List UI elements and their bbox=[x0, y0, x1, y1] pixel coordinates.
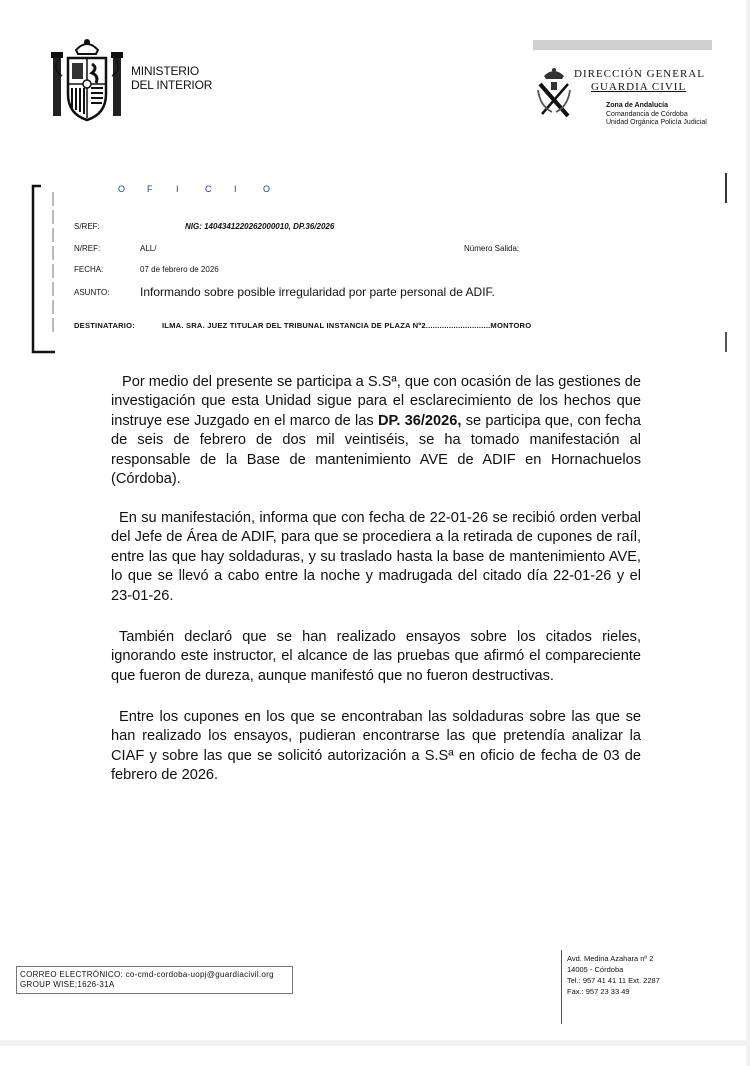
oficio-letter: O bbox=[263, 184, 271, 194]
footer-address bbox=[567, 953, 660, 997]
spain-coat-of-arms-icon bbox=[50, 36, 124, 126]
addr-phone: Tel.: 957 41 41 11 Ext. 2287 bbox=[567, 976, 660, 985]
ministry-name bbox=[131, 64, 212, 92]
sref-value: NIG: 1404341220262000010, DP.36/2026 bbox=[185, 222, 335, 231]
addr-street: Avd. Medina Azahara nº 2 bbox=[567, 954, 654, 963]
body-paragraph-2 bbox=[111, 509, 641, 606]
body-paragraph-1 bbox=[111, 373, 641, 489]
fecha-value: 07 de febrero de 2026 bbox=[140, 265, 219, 274]
destinatario-value: ILMA. SRA. JUEZ TITULAR DEL TRIBUNAL INSTANCIA DE PLAZA Nº2............................MONTORO bbox=[162, 321, 532, 330]
p1-text-a: Por medio del presente se participa a S.Sª, que con ocasión de las gestiones de investigación que esta Unidad sigue para el esclarecimiento de los hechos que instruye ese Juzgado en el marco de las bbox=[111, 374, 641, 429]
sref-label: S/REF: bbox=[74, 222, 100, 231]
nref-value: ALL/ bbox=[140, 244, 157, 253]
oficio-letter: C bbox=[205, 184, 212, 194]
right-margin-mark-bottom bbox=[725, 332, 727, 352]
gc-title-direccion: DIRECCIÓN GENERAL bbox=[574, 68, 705, 80]
oficio-letter: I bbox=[176, 184, 179, 194]
ministry-line-1: MINISTERIO bbox=[131, 64, 200, 78]
gc-zone: Zona de Andalucía bbox=[606, 102, 668, 109]
salida-label: Número Salida: bbox=[464, 244, 520, 253]
p1-case-ref: DP. 36/2026, bbox=[377, 412, 462, 429]
asunto-value: Informando sobre posible irregularidad por parte personal de ADIF. bbox=[140, 285, 495, 299]
addr-city: 14005 - Córdoba bbox=[567, 965, 624, 974]
oficio-letter: I bbox=[234, 184, 237, 194]
footer-divider bbox=[561, 950, 562, 1024]
footer-groupwise: GROUP WISE;1626-31A bbox=[20, 980, 115, 989]
p4-text: Entre los cupones en los que se encontraban las soldaduras sobre las que se han realizado los ensayos, pudieran encontrarse las que pretendía analizar la CIAF y sobre las que se solicitó autorización a S.Sª en oficio de fecha de 03 de febrero de 2026. bbox=[111, 709, 641, 784]
fecha-label: FECHA: bbox=[74, 265, 104, 274]
body-paragraph-3 bbox=[111, 628, 641, 686]
oficio-letter: F bbox=[147, 184, 153, 194]
gc-comandancia: Comandancia de Córdoba bbox=[606, 110, 688, 118]
nref-label: N/REF: bbox=[74, 244, 101, 253]
ministry-line-2: DEL INTERIOR bbox=[131, 78, 213, 92]
gc-unit-details bbox=[606, 102, 707, 128]
header-grey-bar bbox=[533, 40, 712, 50]
right-margin-mark-top bbox=[725, 173, 727, 203]
asunto-label: ASUNTO: bbox=[74, 288, 110, 297]
p1-text-b: se participa que, con fecha de seis de febrero de dos mil veintiséis, se ha tomado manifestación al responsable de la Base de mantenimiento AVE de ADIF en Hornachuelos (Córdoba). bbox=[111, 412, 641, 488]
body-paragraph-4 bbox=[111, 708, 641, 786]
gc-unit: Unidad Orgánica Policía Judicial bbox=[606, 119, 707, 126]
p3-text: También declaró que se han realizado ensayos sobre los citados rieles, ignorando este instructor, el alcance de las pruebas que afirmó el compareciente que fueron de dureza, aunque manifestó que no fueron destructivas. bbox=[111, 629, 641, 684]
addr-fax: Fax.: 957 23 33 49 bbox=[567, 987, 630, 996]
gc-title-guardia-civil: GUARDIA CIVIL bbox=[591, 81, 687, 93]
left-bracket-decoration bbox=[31, 184, 67, 354]
oficio-letter: O bbox=[118, 184, 126, 194]
footer-email: CORREO ELECTRÓNICO: co-cmd-cordoba-uopj@guardiacivil.org bbox=[20, 970, 274, 979]
destinatario-label: DESTINATARIO: bbox=[74, 321, 135, 330]
oficio-heading bbox=[118, 184, 292, 194]
p2-text: En su manifestación, informa que con fecha de 22-01-26 se recibió orden verbal del Jefe de Área de ADIF, para que se procediera a la retirada de cupones de raíl, entre las que hay soldaduras, y su traslado hasta la base de mantenimiento AVE, lo que se llevó a cabo entre la noche y madrugada del citado día 22-01-26 y el 23-01-26. bbox=[111, 510, 641, 604]
next-page-edge bbox=[0, 1046, 746, 1066]
guardia-civil-emblem-icon bbox=[534, 66, 574, 120]
